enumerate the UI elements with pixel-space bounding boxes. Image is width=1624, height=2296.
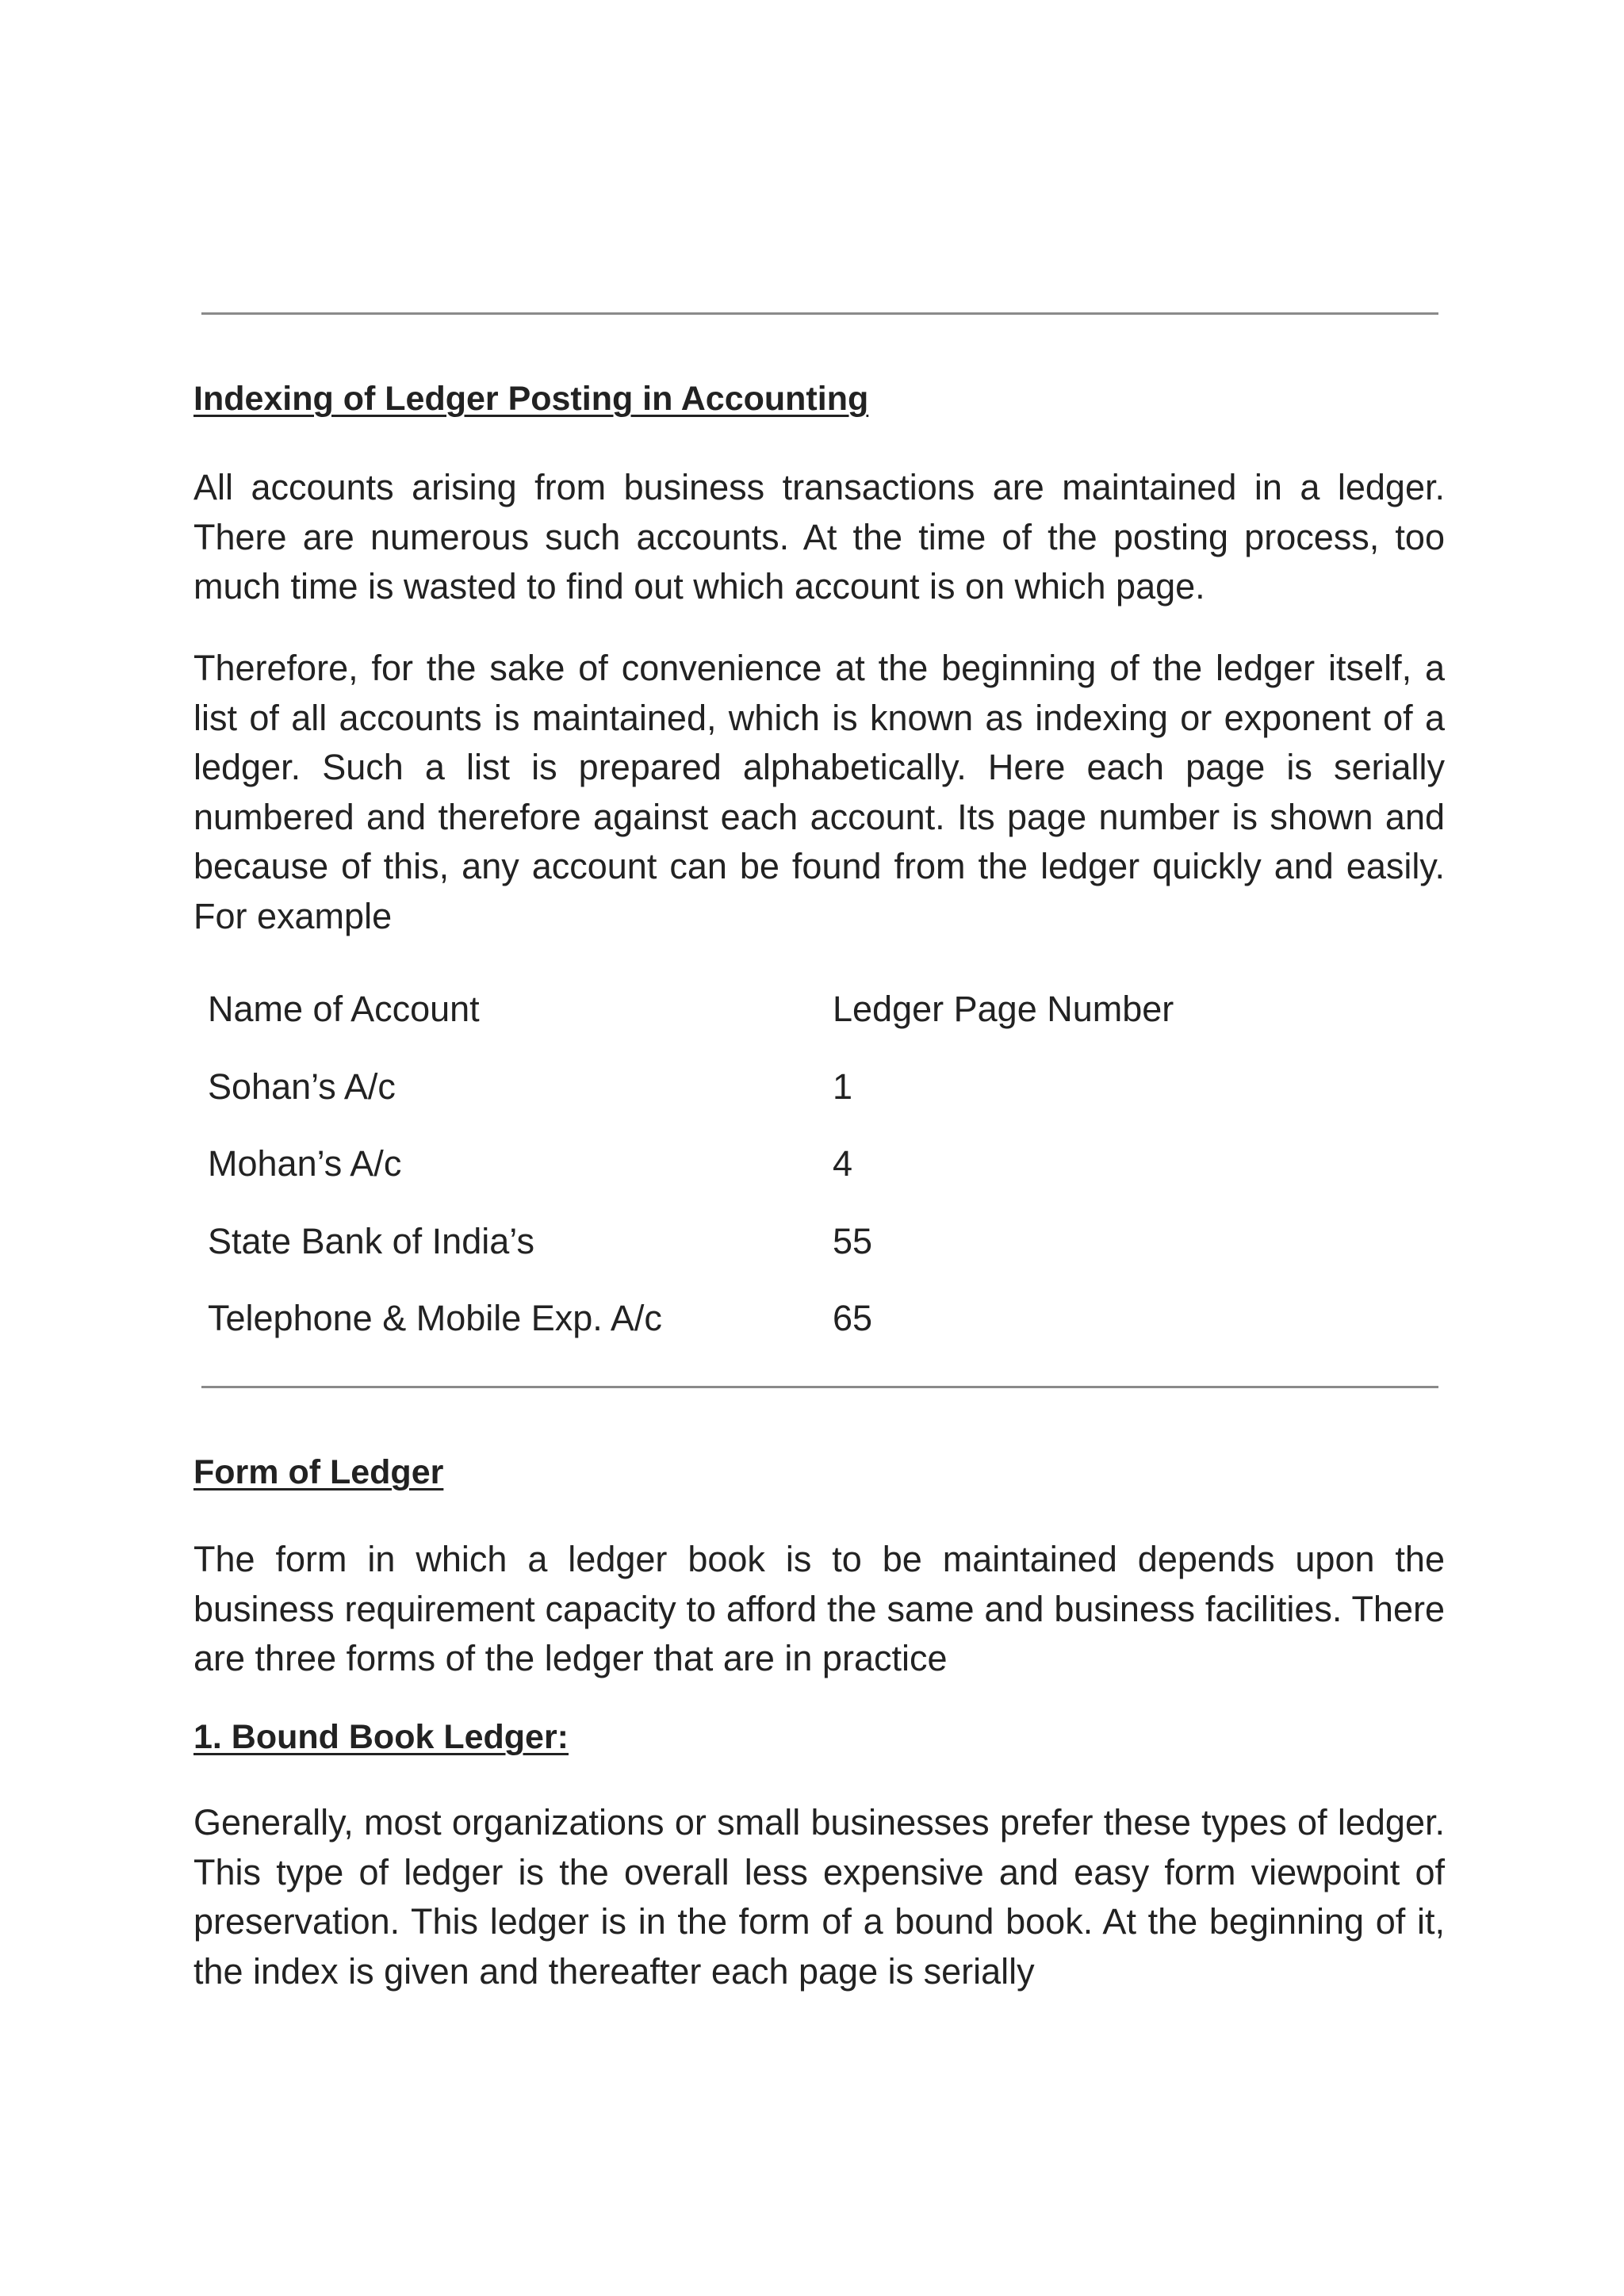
- section-divider: [201, 1386, 1438, 1388]
- account-name-cell: Mohan’s A/c: [208, 1143, 402, 1184]
- section-heading-form-of-ledger: Form of Ledger: [193, 1453, 444, 1491]
- column-header-page-number: Ledger Page Number: [833, 989, 1174, 1029]
- page-number-cell: 1: [833, 1066, 853, 1107]
- table-header-row: [208, 991, 1239, 1069]
- section-heading-indexing: Indexing of Ledger Posting in Accounting: [193, 380, 869, 418]
- subheading-bound-book-ledger: 1. Bound Book Ledger:: [193, 1718, 569, 1756]
- ledger-index-table: [208, 991, 1239, 1378]
- top-divider: [201, 312, 1438, 315]
- account-name-cell: State Bank of India’s: [208, 1220, 534, 1261]
- account-name-cell: Sohan’s A/c: [208, 1066, 396, 1107]
- table-row: [208, 1220, 1239, 1301]
- page-number-cell: 65: [833, 1298, 873, 1338]
- table-row: [208, 1300, 1239, 1378]
- table-row: [208, 1066, 1239, 1146]
- page-number-cell: 4: [833, 1143, 853, 1184]
- column-header-account-name: Name of Account: [208, 989, 480, 1029]
- paragraph-form-of-ledger: The form in which a ledger book is to be maintained depends upon the business requirement capacity to afford the same and business facilities. There are three forms of the ledger that are in practice: [193, 1539, 1445, 1678]
- paragraph-intro: All accounts arising from business transactions are maintained in a ledger. There are numerous such accounts. At the time of the posting process, too much time is wasted to find out which account is on which page.: [193, 467, 1445, 607]
- paragraph-indexing-explanation: Therefore, for the sake of convenience at the beginning of the ledger itself, a list of all accounts is maintained, which is known as indexing or exponent of a ledger. Such a list is prepared alphabetically. Here each page is serially numbered and therefore against each account. Its page number is shown and because of this, any account can be found from the ledger quickly and easily. For example: [193, 648, 1445, 936]
- account-name-cell: Telephone & Mobile Exp. A/c: [208, 1298, 662, 1338]
- table-row: [208, 1143, 1239, 1223]
- paragraph-bound-book-ledger: Generally, most organizations or small businesses prefer these types of ledger. This type of ledger is the overall less expensive and easy form viewpoint of preservation. This ledger is in the form of a bound book. At the beginning of it, the index is given and thereafter each page is serially: [193, 1802, 1445, 1992]
- page-number-cell: 55: [833, 1220, 873, 1261]
